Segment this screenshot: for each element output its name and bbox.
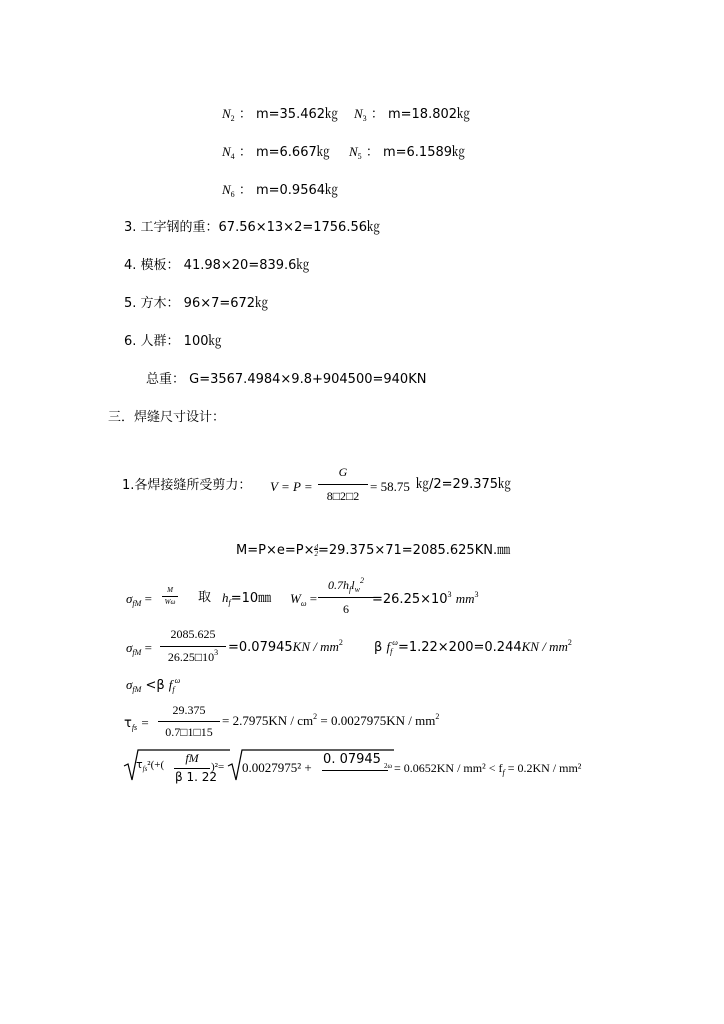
sigma-numerator: 2085.625 [170, 627, 216, 641]
beta-ff: β $f_f^\omega=1.22\times 200=0.244KN / mm^2$ [374, 638, 572, 656]
tau-numerator: 29.375 [172, 703, 206, 717]
weight-n4: $N_4$ ： m=6.667㎏ [222, 144, 330, 161]
shear-eq: = 58.75 [370, 479, 410, 494]
sigma-result: $=0.07945KN / mm^2$ [228, 638, 343, 655]
weight-n5: $N_5$ ： m=6.1589㎏ [349, 144, 466, 161]
moment-line: $M=P\times e=P\times\frac{d}{2}=29.375\times 71=2085.625KN.㎜$ [236, 542, 511, 558]
shear-tail: ㎏/2=29.375㎏ [416, 477, 512, 492]
sigma-def-bar [162, 596, 178, 597]
sigma-value: $\sigma_{fM}$ = [126, 640, 152, 657]
combined-beta: β 1. 22 [174, 770, 217, 784]
w-denominator: 6 [343, 602, 349, 616]
combined-close: )²= [211, 761, 225, 773]
item-crowd: 6. 人群： 100㎏ [124, 334, 222, 349]
moment-frac-num: d [314, 542, 318, 551]
sigma-def-w: Wω [164, 598, 176, 606]
weight-n3: $N_3$ ： m=18.802㎏ [354, 106, 471, 123]
item-steel-beam: 3. 工字钢的重：67.56×13×2=1756.56㎏ [124, 220, 381, 235]
combined-fm: fM [185, 751, 199, 765]
shear-lhs: V = P = [270, 479, 313, 494]
tau-fraction-bar [158, 721, 220, 722]
combined-root-body: 0.0027975² + [242, 760, 312, 775]
w-value: $=26.25\times 10^3$ $mm^3$ [372, 590, 479, 607]
shear-numerator: G [338, 465, 348, 479]
weight-n6: $N_6$ ： m=0.9564㎏ [222, 182, 339, 199]
tau-result: = $2.7975KN / cm^2 = 0.0027975KN / mm^2$ [222, 712, 440, 728]
combined-outer-bar [322, 770, 388, 771]
sigma-def-m: M [167, 586, 173, 594]
w-fraction-bar [318, 597, 374, 598]
take-label: 取 [198, 590, 212, 605]
combined-result: = $0.0652KN / mm^2 < f_f = 0.2KN / mm^2$ [394, 761, 582, 777]
combined-left: $\tau_{fs}^2(+$( [136, 758, 165, 773]
combined-inner-bar [174, 768, 210, 769]
shear-denominator: 8□2□2 [326, 489, 360, 503]
moment-frac-den: 2 [314, 549, 318, 558]
sigma-compare: $\sigma_{fM} <\beta$ $f_f^\omega$ [126, 676, 181, 694]
section-modulus-w: $W_\omega$ = [290, 591, 318, 608]
total-weight: 总重： G=3567.4984×9.8+904500=940KN [146, 372, 427, 387]
sigma-denominator: $26.25□10^3$ [167, 648, 219, 664]
section-title: 三．焊缝尺寸设计： [108, 410, 226, 425]
tau-symbol: $\tau_{fs}$ = [124, 715, 149, 732]
tau-denominator: 0.7□1□15 [165, 725, 213, 739]
sigma-fraction-bar [160, 646, 226, 647]
item-timber: 5. 方木： 96×7=672㎏ [124, 296, 269, 311]
w-numerator: $0.7h_fl_w^2$ [328, 576, 364, 594]
combined-numerator: 0. 07945 [323, 752, 381, 767]
item-formwork: 4. 模板： 41.98×20=839.6㎏ [124, 258, 310, 273]
shear-fraction-bar [318, 484, 368, 485]
weight-n2: $N_2$ ： m=35.462㎏ [222, 106, 339, 123]
weld-leg-hf: $h_f=10㎜$ [222, 590, 272, 607]
combined-pow: 2ω [384, 762, 393, 770]
sigma-definition: $\sigma_{fM}$ = [126, 591, 152, 608]
shear-label: 1.各焊接缝所受剪力： [122, 478, 252, 493]
